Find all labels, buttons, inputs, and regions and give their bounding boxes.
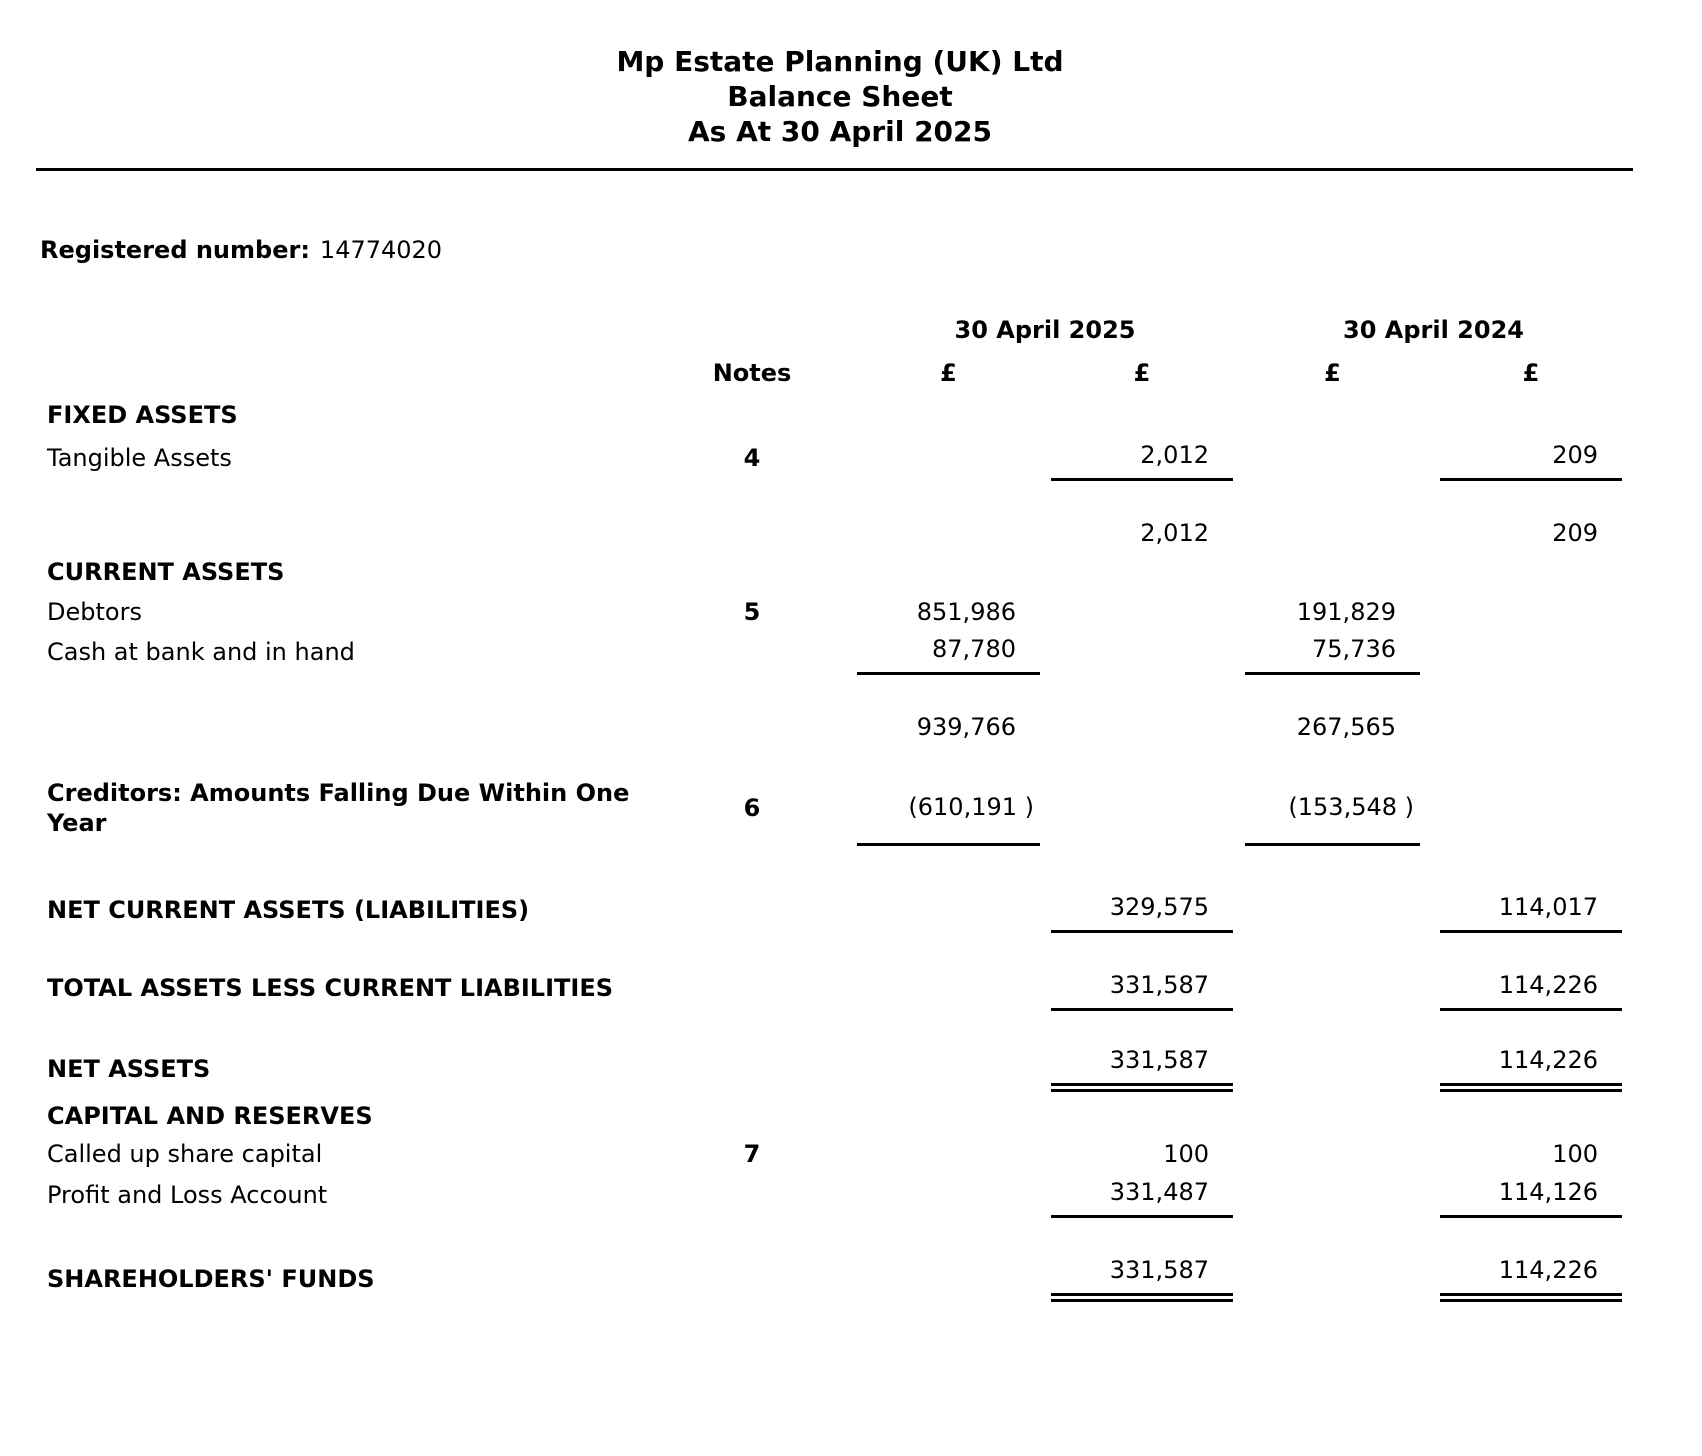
report-date: As At 30 April 2025 [688, 115, 992, 148]
row-fixed-assets-heading [47, 400, 1702, 430]
company-name: Mp Estate Planning (UK) Ltd [616, 45, 1064, 78]
amount-cell: 114,126 [1440, 1177, 1622, 1218]
amount-cell: 75,736 [1245, 634, 1420, 675]
period-header-2025: 30 April 2025 [954, 316, 1136, 344]
page-title [0, 44, 1680, 149]
currency-header: £ [940, 359, 957, 387]
section-heading: CURRENT ASSETS [47, 558, 285, 586]
amount-cell: 939,766 [916, 713, 1016, 741]
currency-header: £ [1522, 359, 1540, 387]
amount-cell: 114,226 [1440, 970, 1622, 1011]
row-label: Tangible Assets [47, 444, 232, 472]
period-header-row [47, 315, 1702, 345]
spacer-cell [687, 315, 817, 345]
currency-header: £ [1133, 359, 1151, 387]
note-ref: 6 [743, 794, 761, 822]
amount-cell: 87,780 [857, 634, 1040, 675]
amount-cell: 331,587 [1051, 970, 1233, 1011]
period-header-2024: 30 April 2024 [1343, 316, 1524, 344]
amount-cell: 191,829 [1296, 598, 1396, 626]
amount-cell: 209 [1440, 440, 1622, 481]
column-header-row [47, 358, 1702, 388]
amount-cell: (153,548 ) [1245, 778, 1420, 846]
row-fixed-assets-total [47, 518, 1702, 548]
note-ref: 4 [743, 444, 761, 472]
amount-cell: 209 [1552, 519, 1598, 547]
row-label: Profit and Loss Account [47, 1181, 328, 1209]
row-profit-loss [47, 1177, 1702, 1218]
row-label: SHAREHOLDERS' FUNDS [47, 1265, 375, 1293]
amount-cell: 331,487 [1051, 1177, 1233, 1218]
row-label: NET ASSETS [47, 1055, 211, 1083]
registered-number-value: 14774020 [319, 236, 443, 264]
section-heading: FIXED ASSETS [47, 401, 238, 429]
amount-cell: 2,012 [1140, 519, 1209, 547]
row-label: Creditors: Amounts Falling Due Within One Year [47, 779, 630, 837]
note-ref: 7 [743, 1140, 761, 1168]
report-title: Balance Sheet [727, 80, 953, 113]
amount-cell: 329,575 [1051, 892, 1233, 933]
amount-cell: 2,012 [1051, 440, 1233, 481]
row-current-assets-total [47, 712, 1702, 742]
amount-cell: 851,986 [916, 598, 1016, 626]
spacer-cell [47, 358, 687, 388]
amount-cell: 100 [1552, 1140, 1598, 1168]
row-share-capital [47, 1139, 1702, 1169]
row-net-current-assets [47, 892, 1702, 933]
notes-header: Notes [712, 359, 792, 387]
currency-header: £ [1324, 359, 1341, 387]
spacer-cell [47, 315, 687, 345]
amount-cell: 114,017 [1440, 892, 1622, 933]
amount-cell: 100 [1163, 1140, 1209, 1168]
row-net-assets [47, 1045, 1702, 1092]
amount-cell: 114,226 [1440, 1045, 1622, 1092]
registered-number-label: Registered number: [40, 236, 310, 264]
registered-number [40, 235, 1702, 265]
row-label: NET CURRENT ASSETS (LIABILITIES) [47, 896, 530, 924]
row-total-assets-less-liabilities [47, 970, 1702, 1011]
amount-cell: (610,191 ) [857, 778, 1040, 846]
balance-sheet-table [0, 315, 1702, 1302]
amount-cell: 267,565 [1296, 713, 1396, 741]
row-current-assets-heading [47, 557, 1702, 587]
note-ref: 5 [743, 598, 761, 626]
section-heading: CAPITAL AND RESERVES [47, 1102, 373, 1130]
amount-cell: 331,587 [1051, 1045, 1233, 1092]
row-cash-at-bank [47, 634, 1702, 675]
row-debtors [47, 597, 1702, 627]
row-capital-reserves-heading [47, 1101, 1702, 1131]
row-label: Called up share capital [47, 1140, 323, 1168]
row-label: Cash at bank and in hand [47, 638, 355, 666]
amount-cell: 114,226 [1440, 1255, 1622, 1302]
amount-cell: 331,587 [1051, 1255, 1233, 1302]
row-creditors [47, 778, 1702, 846]
row-tangible-assets [47, 440, 1702, 481]
row-label: Debtors [47, 598, 142, 626]
row-shareholders-funds [47, 1255, 1702, 1302]
row-label: TOTAL ASSETS LESS CURRENT LIABILITIES [47, 974, 614, 1002]
title-divider [36, 168, 1633, 171]
